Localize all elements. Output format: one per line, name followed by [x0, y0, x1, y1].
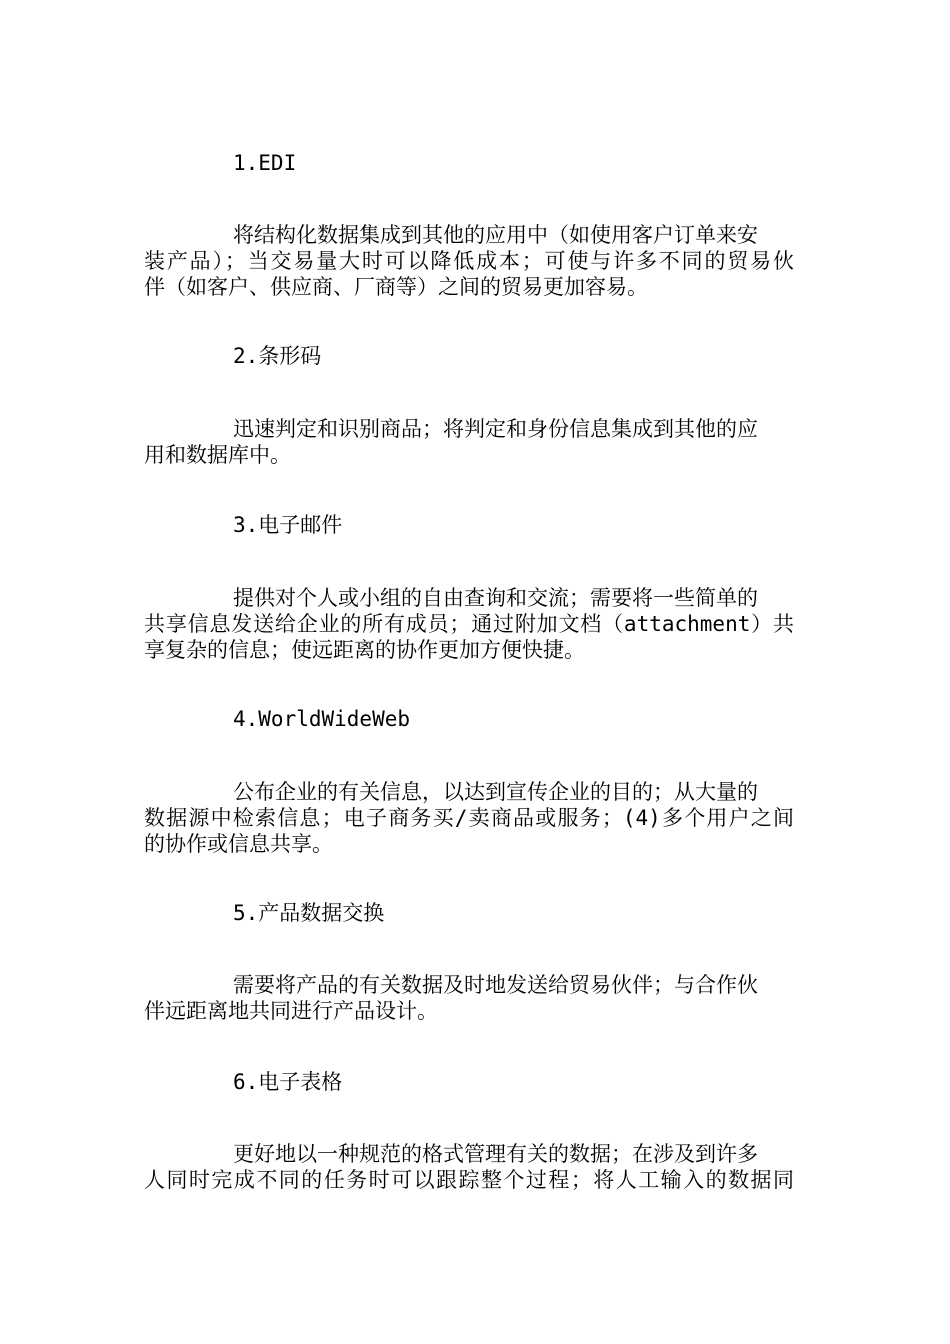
paragraph-line: 享复杂的信息；使远距离的协作更加方便快捷。 — [144, 638, 585, 662]
section-3-paragraph — [144, 585, 794, 663]
section-2-heading: 2.条形码 — [233, 344, 322, 368]
paragraph-line: 装产品）；当交易量大时可以降低成本；可使与许多不同的贸易伙 — [144, 249, 794, 273]
paragraph-line: 数据源中检索信息；电子商务买/卖商品或服务；(4)多个用户之间 — [144, 806, 794, 830]
section-6-paragraph — [144, 1141, 794, 1193]
section-2-paragraph — [144, 416, 794, 468]
paragraph-line: 共享信息发送给企业的所有成员；通过附加文档（attachment）共 — [144, 612, 794, 636]
paragraph-line: 的协作或信息共享。 — [144, 832, 333, 856]
paragraph-line: 公布企业的有关信息，以达到宣传企业的目的；从大量的 — [233, 780, 758, 804]
paragraph-line: 将结构化数据集成到其他的应用中（如使用客户订单来安 — [233, 223, 758, 247]
paragraph-line: 伴（如客户、供应商、厂商等）之间的贸易更加容易。 — [144, 275, 648, 299]
paragraph-line: 需要将产品的有关数据及时地发送给贸易伙伴；与合作伙 — [233, 973, 758, 997]
paragraph-line: 迅速判定和识别商品；将判定和身份信息集成到其他的应 — [233, 417, 758, 441]
paragraph-line: 伴远距离地共同进行产品设计。 — [144, 999, 438, 1023]
section-6-heading: 6.电子表格 — [233, 1070, 343, 1094]
paragraph-line: 提供对个人或小组的自由查询和交流；需要将一些简单的 — [233, 586, 758, 610]
section-5-heading: 5.产品数据交换 — [233, 901, 385, 925]
paragraph-line: 用和数据库中。 — [144, 443, 291, 467]
section-1-heading: 1.EDI — [233, 151, 297, 175]
section-4-paragraph — [144, 779, 794, 857]
paragraph-line: 更好地以一种规范的格式管理有关的数据；在涉及到许多 — [233, 1142, 758, 1166]
section-4-heading: 4.WorldWideWeb — [233, 707, 411, 731]
section-3-heading: 3.电子邮件 — [233, 513, 343, 537]
section-5-paragraph — [144, 972, 794, 1024]
paragraph-line: 人同时完成不同的任务时可以跟踪整个过程；将人工输入的数据同 — [144, 1168, 794, 1192]
section-1-paragraph — [144, 222, 794, 300]
